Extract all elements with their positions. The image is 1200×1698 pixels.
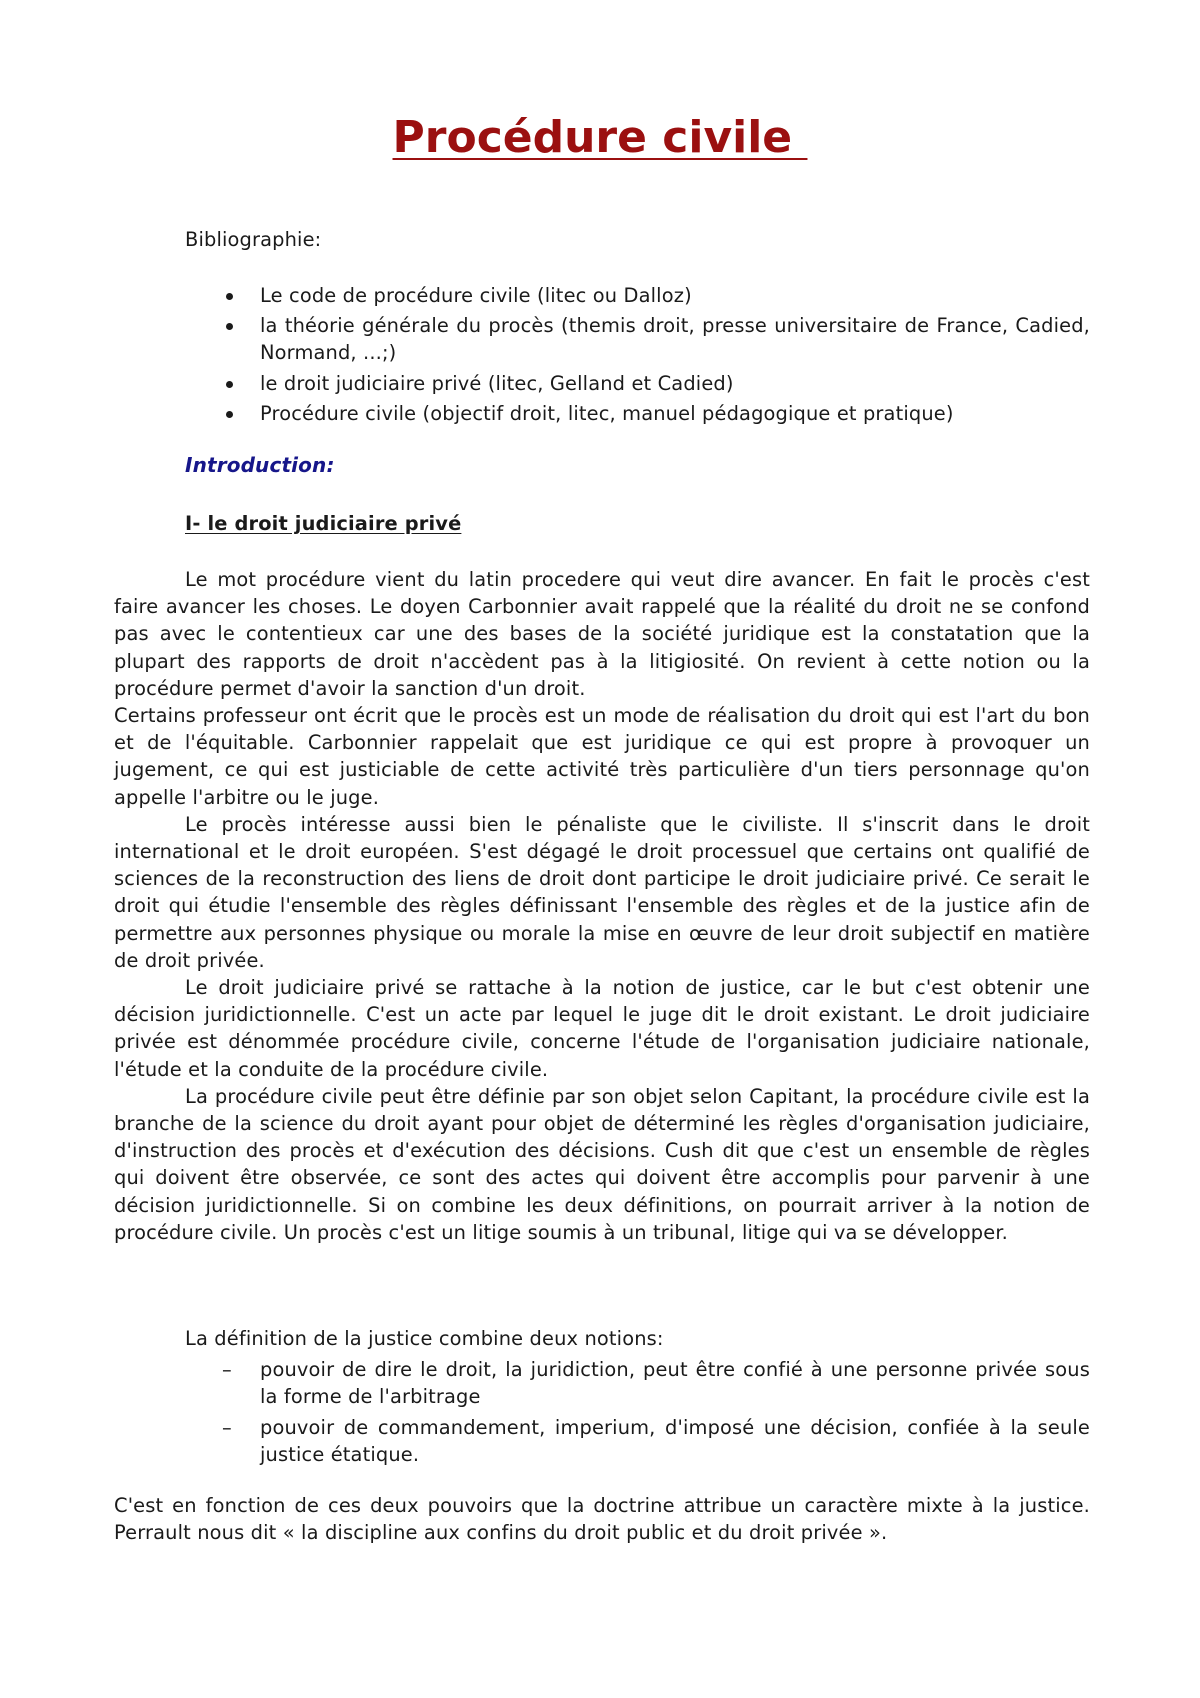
- justice-intro: La définition de la justice combine deux notions:: [185, 1327, 664, 1350]
- body-text: [114, 566, 1090, 1246]
- paragraph: Le droit judiciaire privé se rattache à la notion de justice, car le but c'est obtenir une décision juridictionnelle. C'est un acte par lequel le juge dit le droit existant. Le droit judiciaire privée est dénommée procédure civile, concerne l'étude de l'organisation judiciaire nationale, l'étude et la conduite de la procédure civile.: [114, 976, 1090, 1081]
- section-heading: I- le droit judiciaire privé: [185, 512, 462, 535]
- paragraph: Le procès intéresse aussi bien le pénaliste que le civiliste. Il s'inscrit dans le droit international et le droit européen. S'est dégagé le droit processuel que certains ont qualifié de sciences de la reconstruction des liens de droit dont participe le droit judiciaire privé. Ce serait le droit qui étudie l'ensemble des règles définissant l'ensemble des règles et de la justice afin de permettre aux personnes physique ou morale la mise en œuvre de leur droit subjectif en matière de droit privée.: [114, 812, 1090, 972]
- justice-definition: [114, 1325, 1090, 1471]
- bibliography-item: Procédure civile (objectif droit, litec, manuel pédagogique et pratique): [260, 400, 1090, 427]
- document-title: [0, 112, 1200, 163]
- justice-notions-list: [114, 1356, 1090, 1468]
- justice-notion-item: – pouvoir de dire le droit, la juridiction, peut être confié à une personne privée sous la forme de l'arbitrage: [260, 1356, 1090, 1410]
- document-title-text: Procédure civile: [392, 112, 808, 163]
- bibliography-item: Le code de procédure civile (litec ou Dalloz): [260, 282, 1090, 309]
- paragraph: La procédure civile peut être définie par son objet selon Capitant, la procédure civile est la branche de la science du droit ayant pour objet de déterminé les règles d'organisation judiciaire, d'instruction des procès et d'exécution des décisions. Cush dit que c'est un ensemble de règles qui doivent être observée, ce sont des actes qui doivent être accomplis pour parvenir à une décision juridictionnelle. Si on combine les deux définitions, on pourrait arriver à la notion de procédure civile. Un procès c'est un litige soumis à un tribunal, litige qui va se développer.: [114, 1084, 1090, 1244]
- bibliography-item: le droit judiciaire privé (litec, Gelland et Cadied): [260, 370, 1090, 397]
- justice-notion-item: – pouvoir de commandement, imperium, d'imposé une décision, confiée à la seule justice étatique.: [260, 1414, 1090, 1468]
- bibliography-item: la théorie générale du procès (themis droit, presse universitaire de France, Cadied, Normand, ...;): [260, 312, 1090, 366]
- bibliography-list: [260, 282, 1090, 430]
- paragraph: Le mot procédure vient du latin procedere qui veut dire avancer. En fait le procès c'est faire avancer les choses. Le doyen Carbonnier avait rappelé que la réalité du droit ne se confond pas avec le contentieux car une des bases de la société juridique est la constatation que la plupart des rapports de droit n'accèdent pas à la litigiosité. On revient à cette notion ou la procédure permet d'avoir la sanction d'un droit.: [114, 568, 1090, 700]
- bibliography-heading: Bibliographie:: [185, 228, 322, 251]
- introduction-heading: Introduction:: [185, 453, 335, 477]
- closing-paragraph: C'est en fonction de ces deux pouvoirs que la doctrine attribue un caractère mixte à la justice. Perrault nous dit « la discipline aux confins du droit public et du droit privée ».: [114, 1494, 1090, 1545]
- paragraph: Certains professeur ont écrit que le procès est un mode de réalisation du droit qui est l'art du bon et de l'équitable. Carbonnier rappelait que est juridique ce qui est propre à provoquer un jugement, ce qui est justiciable de cette activité très particulière d'un tiers personnage qu'on appelle l'arbitre ou le juge.: [114, 704, 1090, 809]
